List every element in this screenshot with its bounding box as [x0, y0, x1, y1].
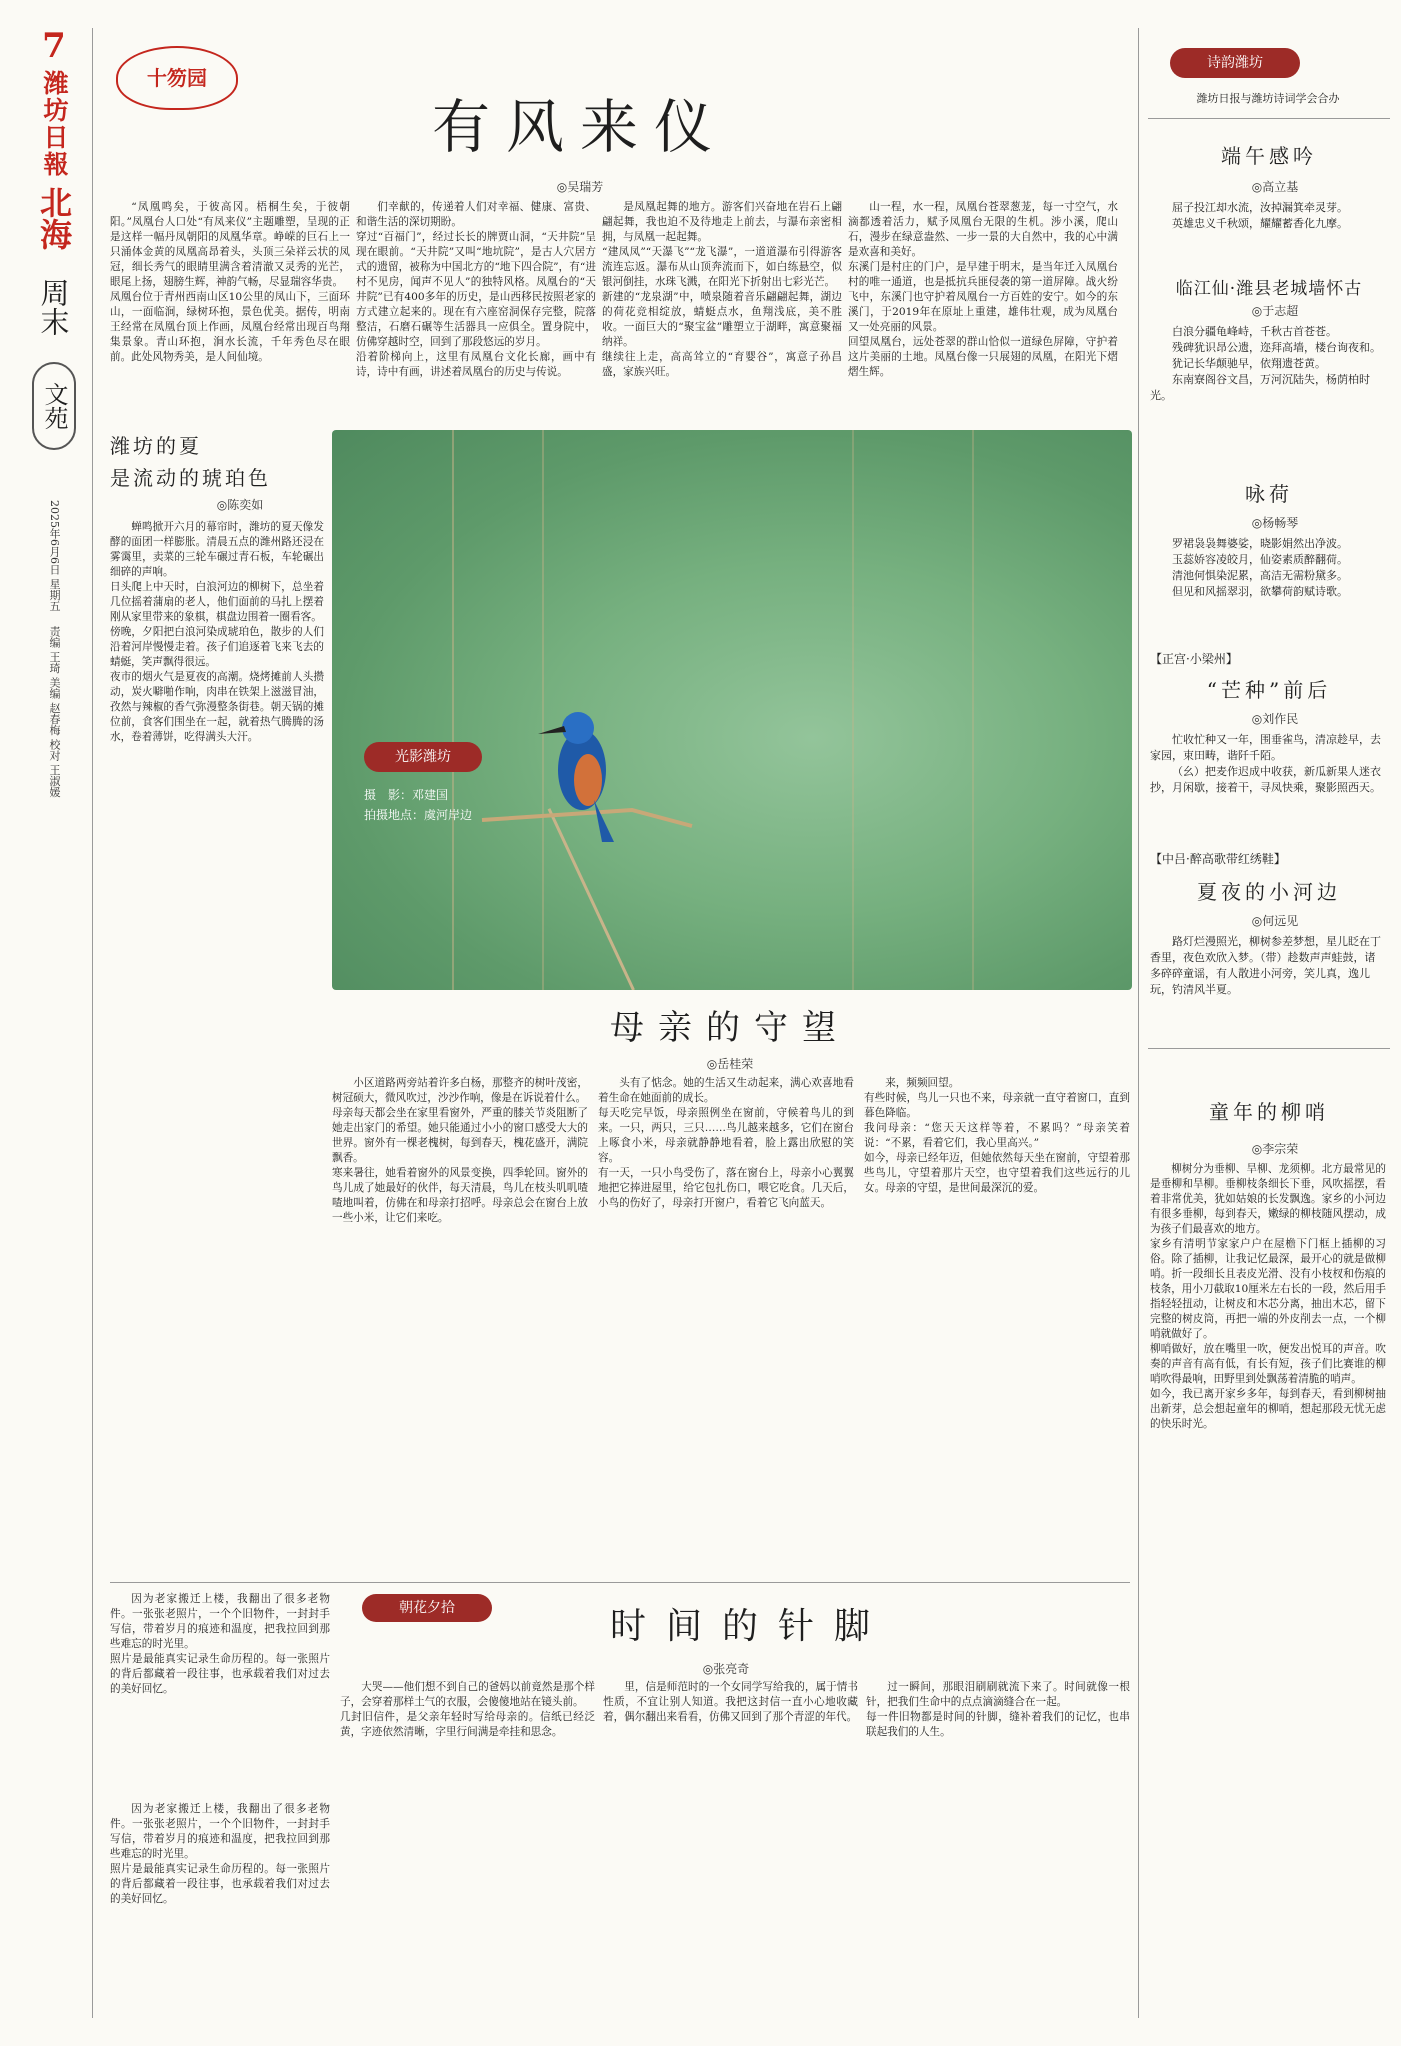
column-logo-zhaohuaxishi: 朝花夕拾 — [362, 1594, 492, 1622]
poem-body — [1150, 324, 1386, 404]
essay-title: 童年的柳哨 — [1209, 1100, 1329, 1124]
poem-byline: ◎何远见 — [1251, 914, 1299, 928]
section-rule — [1148, 1048, 1390, 1049]
kingfisher-photo — [332, 430, 1132, 990]
article-byline: ◎吴瑞芳 — [556, 180, 604, 194]
poem-line: 白浪分疆龟峰峙，千秋古首苍苍。 — [1172, 325, 1337, 338]
photo-column-tag: 光影潍坊 — [364, 742, 482, 772]
essay-byline: ◎李宗荣 — [1251, 1142, 1299, 1156]
poem-line: 英雄忠义千秋颂，耀耀蓄香化九摩。 — [1172, 217, 1348, 230]
poem-line: 屈子投江却水流，汝掉漏箕牵灵芽。 — [1172, 201, 1348, 214]
masthead — [30, 28, 78, 1010]
essay-byline: ◎张亮奇 — [702, 1662, 750, 1676]
column-sponsor-note: 潍坊日报与潍坊诗词学会合办 — [1196, 92, 1340, 105]
issue-meta — [47, 500, 61, 1010]
poem-body — [1150, 536, 1386, 600]
issue-date: 2025年6月6日 星期五 — [48, 500, 61, 612]
page-number: 7 — [42, 26, 66, 66]
section-rule — [110, 1582, 1130, 1583]
poem-title: “芒种”前后 — [1206, 678, 1332, 702]
essay-title: 时间的针脚 — [609, 1606, 890, 1647]
qu-tune-tag: 【中吕·醉高歌带红绣鞋】 — [1150, 852, 1286, 866]
column-rule — [92, 28, 93, 2018]
article-column: 大哭——他们想不到自己的爸妈以前竟然是那个样子，会穿着那样土气的衣服，会傻傻地站在镜头前。 几封旧信件，是父亲年轻时写给母亲的。信纸已经泛黄，字迹依然清晰，字里行间满是牵挂和思念。 — [340, 1681, 595, 1738]
poem-title: 临江仙·潍县老城墙怀古 — [1175, 279, 1363, 299]
poem-line: 但见和风摇翠羽，欲攀荷韵赋诗歌。 — [1172, 585, 1348, 598]
poem-byline: ◎高立基 — [1251, 180, 1299, 194]
poem-body — [1150, 200, 1386, 232]
article-column: 过一瞬间，那眼泪刷刷就流下来了。时间就像一根针，把我们生命中的点点滴滴缝合在一起。 每一件旧物都是时间的针脚，缝补着我们的记忆，也串联起我们的人生。 — [866, 1681, 1130, 1738]
article-column: 山一程，水一程，凤凰台苍翠葱茏，每一寸空气，水滴都透着活力，赋予凤凰台无限的生机。涉小溪，爬山石，漫步在绿意盎然、一步一景的大自然中，我的心中满是欢喜和美好。 东溪门是村庄的门户，是早建于明末，是当年迁入凤凰台村的唯一通道，也是抵抗兵匪侵袭的第一道屏障。战火纷飞中，东溪门也守护着凤凰台一方百姓的安宁。如今的东溪门，于2019年在原址上重建，雄伟壮观，成为凤凰台又一处亮丽的风景。 回望凤凰台，远处苍翠的群山恰似一道绿色屏障，守护着这片美丽的土地。凤凰台像一只展翅的凤凰，在阳光下熠熠生辉。 — [848, 201, 1118, 378]
poem-line: 路灯烂漫照光，柳树参差梦想，星儿眨在丁香里，夜色欢欣入梦。（带）趁数声声蛙鼓，诸多碎碎童谣，有人散进小河旁，笑儿真，逸儿玩，钓清风半夏。 — [1150, 935, 1381, 996]
poem-body — [1150, 934, 1386, 998]
column-rule — [1138, 28, 1139, 2018]
article-column: 因为老家搬迁上楼，我翻出了很多老物件。一张张老照片，一个个旧物件，一封封手写信，带着岁月的痕迹和温度，把我拉回到那些难忘的时光里。 照片是最能真实记录生命历程的。每一张照片的背后都藏着一段往事，也承载着我们对过去的美好回忆。 — [110, 1803, 330, 1905]
kingfisher-bird — [332, 430, 1132, 990]
poem-title: 端午感吟 — [1221, 144, 1317, 168]
article-title: 有风来仪 — [431, 93, 728, 161]
column-logo-shiguyuan: 十笏园 — [116, 46, 238, 110]
article-column: 小区道路两旁站着许多白杨，那整齐的树叶茂密，树冠硕大，微风吹过，沙沙作响，像是在诉说着什么。 母亲每天都会坐在家里看窗外，严重的膝关节炎阻断了她走出家门的希望。她只能通过小小的窗口感受大大的世界。窗外有一棵老槐树，每到春天，槐花盛开，满院飘香。 寒来暑往，她看着窗外的风景变换，四季轮回。窗外的鸟儿成了她最好的伙伴，每天清晨，鸟儿在枝头叽叽喳喳地叫着，仿佛在和母亲打招呼。母亲总会在窗台上放一些小米，让它们来吃。 — [332, 1077, 588, 1224]
article-column: 来，频频回望。 有些时候，鸟儿一只也不来，母亲就一直守着窗口，直到暮色降临。 我问母亲：“您天天这样等着，不累吗？”母亲笑着说：“不累，看着它们，我心里高兴。” 如今，母亲已经年迈，但她依然每天坐在窗前，守望着那些鸟儿，守望着那片天空，也守望着我们这些远行的儿女。母亲的守望，是世间最深沉的爱。 — [864, 1077, 1130, 1194]
article-column: 蝉鸣掀开六月的幕帘时，潍坊的夏天像发酵的面团一样膨胀。清晨五点的潍州路还浸在雾霭里，卖菜的三轮车碾过青石板，车轮碾出细碎的声响。 日头爬上中天时，白浪河边的柳树下，总坐着几位摇着蒲扇的老人，他们面前的马扎上摆着刚从家里带来的象棋，棋盘边围着一圈看客。 傍晚，夕阳把白浪河染成琥珀色，散步的人们沿着河岸慢慢走着。孩子们追逐着飞来飞去的蜻蜓，笑声飘得很远。 夜市的烟火气是夏夜的高潮。烧烤摊前人头攒动，炭火噼啪作响，肉串在铁架上滋滋冒油，孜然与辣椒的香气弥漫整条街巷。朝天锅的摊位前，食客们围坐在一起，就着热气腾腾的汤水，卷着薄饼，吃得满头大汗。 — [110, 521, 324, 743]
poem-byline: ◎杨畅琴 — [1251, 516, 1299, 530]
article-column: 里，信是师范时的一个女同学写给我的，属于情书性质，不宜让别人知道。我把这封信一直小心地收藏着，偶尔翻出来看看，仿佛又回到了那个青涩的年代。 — [603, 1681, 858, 1723]
paper-name: 潍坊日報 — [40, 70, 69, 178]
qu-tune-tag: 【正宫·小梁州】 — [1150, 652, 1238, 666]
article-column: 们幸献的，传递着人们对幸福、健康、富贵、和谐生活的深切期盼。 穿过“百福门”，经过长长的牌贾山洞，“天井院”呈现在眼前。“天井院”又叫“地坑院”，是古人穴居方式的遗留，被称为中国北方的“地下四合院”，有“进村不见房，闻声不见人”的独特风格。凤凰台的“天井院”已有400多年的历史，是山西移民按照老家的方式建立起来的。现在有六座窑洞保存完整，院落整洁，石磨石碾等生活器具一应俱全。置身院中，仿佛穿越时空，回到了那段悠远的岁月。 沿着阶梯向上，这里有凤凰台文化长廊，画中有诗，诗中有画，讲述着凤凰台的历史与传说。 — [356, 201, 596, 378]
poem-title: 夏夜的小河边 — [1197, 880, 1341, 904]
essay-title: 母亲的守望 — [610, 1008, 850, 1048]
essay-byline: ◎岳桂荣 — [706, 1057, 754, 1071]
poem-line: 清池何惧染泥累，高洁无需粉黛多。 — [1172, 569, 1348, 582]
poem-line: 残碑犹识昂公遗，迩拜高墙，楼台询夜和。 — [1172, 341, 1381, 354]
article-column: 是凤凰起舞的地方。游客们兴奋地在岩石上翩翩起舞，我也迫不及待地走上前去，与瀑布亲密相拥，与凤凰一起起舞。 “建凤凤”“天瀑飞”“龙飞瀑”，一道道瀑布引得游客流连忘返。瀑布从山顶奔流而下，如白练悬空，似银河倒挂，水珠飞溅，在阳光下折射出七彩光芒。 新建的“龙泉湖”中，喷泉随着音乐翩翩起舞，湖边的荷花竞相绽放，蜻蜓点水，鱼翔浅底，美不胜收。一面巨大的“聚宝盆”雕塑立于湖畔，寓意聚福纳祥。 继续往上走，高高耸立的“育婴谷”，寓意子孙昌盛，家族兴旺。 — [602, 201, 842, 378]
poem-line: 东南寮阁谷文昌，万河沉陆失，杨荫柏时光。 — [1150, 373, 1370, 402]
poem-line: 罗裙袅袅舞婆娑，晓影娟然出净波。 — [1172, 537, 1348, 550]
article-column: 柳树分为垂柳、旱柳、龙须柳。北方最常见的是垂柳和旱柳。垂柳枝条细长下垂，风吹摇摆，看着非常优美，犹如姑娘的长发飘逸。家乡的小河边有很多垂柳，每到春天，嫩绿的柳枝随风摆动，成为孩子们最喜欢的地方。 家乡有清明节家家户户在屋檐下门框上插柳的习俗。除了插柳，让我记忆最深，最开心的就是做柳哨。折一段细长且表皮光滑、没有小枝杈和伤痕的枝条，用小刀截取10厘米左右长的一段，然后用手指轻轻扭动，让树皮和木芯分离，抽出木芯，留下完整的树皮筒，再把一端的外皮削去一点，一个柳哨就做好了。 柳哨做好，放在嘴里一吹，便发出悦耳的声音。吹奏的声音有高有低，有长有短，孩子们比赛谁的柳哨吹得最响，田野里到处飘荡着清脆的哨声。 如今，我已离开家乡多年，每到春天，看到柳树抽出新芽，总会想起童年的柳哨，想起那段无忧无虑的快乐时光。 — [1150, 1163, 1386, 1430]
article-column: 因为老家搬迁上楼，我翻出了很多老物件。一张张老照片，一个个旧物件，一封封手写信，带着岁月的痕迹和温度，把我拉回到那些难忘的时光里。 照片是最能真实记录生命历程的。每一张照片的背后都藏着一段往事，也承载着我们对过去的美好回忆。 — [110, 1593, 330, 1695]
poem-line: 玉蕊娇容凌皎月，仙姿素质醉翻荷。 — [1172, 553, 1348, 566]
poem-line: 犹记长华颠驰早，依翔遗苍黄。 — [1172, 357, 1326, 370]
poem-body — [1150, 732, 1386, 796]
essay-byline: ◎陈奕如 — [216, 498, 264, 512]
editor-credits: 责编 王琦 美编 赵春梅 校对 王淑媛 — [48, 626, 61, 798]
poem-line: 忙收忙种又一年，围垂雀鸟，清凉趁早，去家园，束田畴，谐阡千陌。 — [1150, 733, 1381, 762]
poem-line: （幺）把麦作迟成中收获，新瓜新果人迷衣抄，月闲歇，接着干，寻凤快乘，聚影照西天。 — [1150, 765, 1381, 794]
photo-location: 拍摄地点：虞河岸边 — [364, 808, 473, 822]
article-column: 头有了惦念。她的生活又生动起来，满心欢喜地看着生命在她面前的成长。 每天吃完早饭，母亲照例坐在窗前，守候着鸟儿的到来。一只，两只，三只……鸟儿越来越多，它们在窗台上啄食小米，母亲就静静地看着，脸上露出欣慰的笑容。 有一天，一只小鸟受伤了，落在窗台上，母亲小心翼翼地把它捧进屋里，给它包扎伤口，喂它吃食。几天后，小鸟的伤好了，母亲打开窗户，看着它飞向蓝天。 — [598, 1077, 854, 1209]
supplement-name: 北海 — [35, 186, 73, 250]
article-column: “凤凰鸣矣，于彼高冈。梧桐生矣，于彼朝阳。”凤凰台人口处“有凤来仪”主题雕塑，呈现的正是这样一幅丹凤朝阳的凤凰华章。峥嵘的巨石上一只涌体金黄的凤凰高昂着头，头顶三朵祥云状的凤冠，细长秀气的眼睛里满含着清澈又灵秀的光芒，眼尾上扬，翅膀生辉，神韵气畅，尽显瑞容华贵。 凤凰台位于青州西南山区10公里的凤山下，三面环山，一面临涧，绿树环抱，景色优美。据传，明南王经常在凤凰台顶上作画，凤凰台经常出现百鸟翔集景象。青山环抱，涧水长流，千年秀色尽在眼前。此处风物秀美，是人间仙境。 — [110, 201, 350, 363]
essay-title-line2: 是流动的琥珀色 — [110, 466, 271, 490]
poem-title: 咏荷 — [1245, 482, 1293, 506]
section-name: 文苑 — [32, 362, 76, 450]
section-rule — [1148, 118, 1390, 119]
photographer-credit: 摄 影：邓建国 — [364, 788, 449, 802]
essay-title-line1: 潍坊的夏 — [110, 434, 202, 458]
column-logo-shiyun: 诗韵潍坊 — [1170, 48, 1300, 78]
supplement-weekend: 周末 — [36, 278, 71, 336]
poem-byline: ◎刘作民 — [1251, 712, 1299, 726]
poem-byline: ◎于志超 — [1251, 304, 1299, 318]
